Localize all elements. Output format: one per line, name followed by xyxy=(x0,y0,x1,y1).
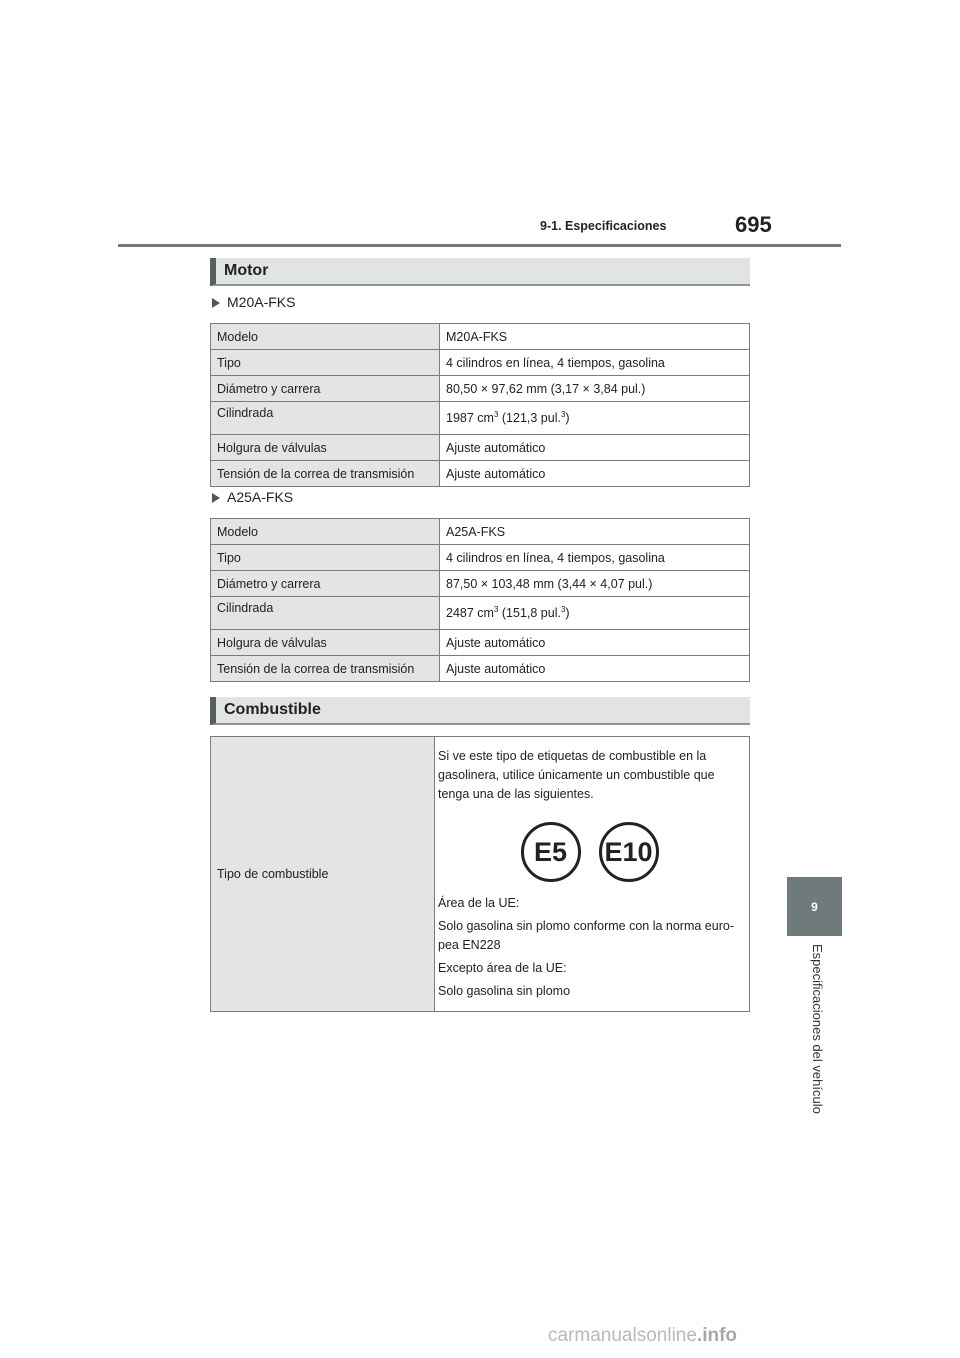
row-label: Diámetro y carrera xyxy=(211,376,440,402)
row-label: Cilindrada xyxy=(211,402,440,435)
bullet-arrow-icon xyxy=(212,493,220,503)
row-value xyxy=(440,597,750,630)
fuel-label-badges xyxy=(438,822,745,882)
row-value: 87,50 × 103,48 mm (3,44 × 4,07 pul.) xyxy=(440,571,750,597)
row-label: Tipo xyxy=(211,350,440,376)
eu-text: Solo gasolina sin plomo conforme con la norma euro-pea EN228 xyxy=(438,919,734,952)
fuel-intro-text: Si ve este tipo de etiquetas de combustible en la gasolinera, utilice únicamente un combustible que tenga una de las siguientes. xyxy=(438,749,715,801)
row-value: A25A-FKS xyxy=(440,519,750,545)
table-row xyxy=(211,597,750,630)
fuel-section-header: Combustible xyxy=(210,697,750,725)
engine-name: M20A-FKS xyxy=(227,294,296,310)
displacement-in: (151,8 pul. xyxy=(498,606,561,621)
row-value xyxy=(440,402,750,435)
engine-name: A25A-FKS xyxy=(227,489,294,505)
table-row xyxy=(211,461,750,487)
table-row xyxy=(211,350,750,376)
engine-heading-a25a xyxy=(212,489,293,505)
row-value: 80,50 × 97,62 mm (3,17 × 3,84 pul.) xyxy=(440,376,750,402)
superscript: 3 xyxy=(493,410,499,420)
table-row xyxy=(211,656,750,682)
e5-fuel-label-icon: E5 xyxy=(521,822,581,882)
table-row xyxy=(211,435,750,461)
engine-heading-m20a xyxy=(212,294,295,310)
row-label: Tipo xyxy=(211,545,440,571)
row-value: 4 cilindros en línea, 4 tiempos, gasolina xyxy=(440,350,750,376)
table-row xyxy=(211,545,750,571)
non-eu-text: Solo gasolina sin plomo xyxy=(438,984,571,998)
table-row xyxy=(211,737,750,1012)
row-value: M20A-FKS xyxy=(440,324,750,350)
watermark-prefix: carmanualsonline xyxy=(548,1325,697,1346)
spec-table-m20a xyxy=(210,323,750,487)
watermark-suffix: .info xyxy=(696,1325,738,1346)
row-value: Ajuste automático xyxy=(440,656,750,682)
displacement-in: (121,3 pul. xyxy=(498,411,561,426)
row-label: Tensión de la correa de transmisión xyxy=(211,461,440,487)
row-label: Tensión de la correa de transmisión xyxy=(211,656,440,682)
chapter-label: Especificaciones del vehículo xyxy=(810,944,825,1114)
paren-close: ) xyxy=(565,606,570,621)
table-row xyxy=(211,630,750,656)
superscript: 3 xyxy=(560,605,566,615)
e10-fuel-label-icon: E10 xyxy=(599,822,659,882)
superscript: 3 xyxy=(493,605,499,615)
watermark xyxy=(548,1325,737,1347)
fuel-table xyxy=(210,736,750,1012)
row-label: Holgura de válvulas xyxy=(211,435,440,461)
table-row xyxy=(211,402,750,435)
fuel-type-value xyxy=(435,737,750,1012)
row-value: Ajuste automático xyxy=(440,630,750,656)
bullet-arrow-icon xyxy=(212,298,220,308)
row-label: Modelo xyxy=(211,324,440,350)
header-divider xyxy=(118,244,841,247)
displacement-cc: 2487 cm xyxy=(446,606,494,621)
chapter-tab[interactable]: 9 xyxy=(787,877,842,936)
spec-table-a25a xyxy=(210,518,750,682)
row-label: Modelo xyxy=(211,519,440,545)
row-value: 4 cilindros en línea, 4 tiempos, gasolina xyxy=(440,545,750,571)
row-value: Ajuste automático xyxy=(440,461,750,487)
paren-close: ) xyxy=(565,411,570,426)
row-label: Holgura de válvulas xyxy=(211,630,440,656)
fuel-type-label: Tipo de combustible xyxy=(211,737,435,1012)
section-title: 9-1. Especificaciones xyxy=(540,219,667,233)
table-row xyxy=(211,571,750,597)
table-row xyxy=(211,519,750,545)
table-row xyxy=(211,376,750,402)
superscript: 3 xyxy=(560,410,566,420)
row-label: Cilindrada xyxy=(211,597,440,630)
eu-heading: Área de la UE: xyxy=(438,896,520,910)
displacement-cc: 1987 cm xyxy=(446,411,494,426)
page-number: 695 xyxy=(735,212,772,237)
non-eu-heading: Excepto área de la UE: xyxy=(438,961,567,975)
row-value: Ajuste automático xyxy=(440,435,750,461)
motor-section-header: Motor xyxy=(210,258,750,286)
table-row xyxy=(211,324,750,350)
row-label: Diámetro y carrera xyxy=(211,571,440,597)
